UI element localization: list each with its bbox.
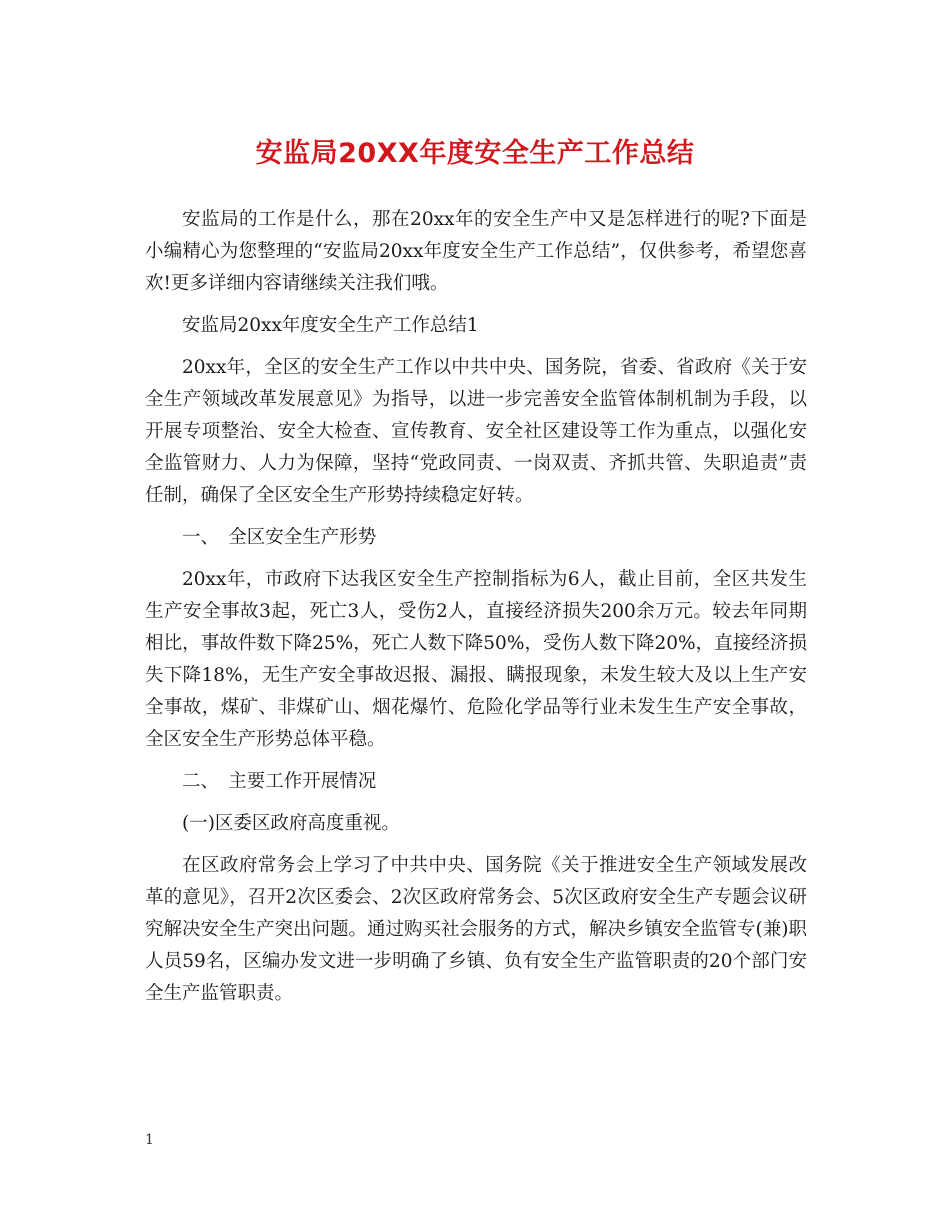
paragraph-situation: 20xx年，市政府下达我区安全生产控制指标为6人，截止目前，全区共发生生产安全事故3起，死亡3人，受伤2人，直接经济损失200余万元。较去年同期相比，事故件数下降25%，死亡人数下降50%，受伤人数下降20%，直接经济损失下降18%，无生产安全事故迟报、漏报、瞒报现象，未发生较大及以上生产安全事故，煤矿、非煤矿山、烟花爆竹、危险化学品等行业未发生生产安全事故，全区安全生产形势总体平稳。 bbox=[145, 569, 807, 750]
document-body bbox=[145, 204, 807, 1020]
section-heading-2: 二、 主要工作开展情况 bbox=[182, 771, 377, 792]
document-title: 安监局20XX年度安全生产工作总结 bbox=[255, 138, 695, 169]
paragraph-subtitle: 安监局20xx年度安全生产工作总结1 bbox=[182, 315, 479, 336]
section-heading-1: 一、 全区安全生产形势 bbox=[182, 527, 377, 548]
page-number: 1 bbox=[145, 1132, 154, 1148]
paragraph-overview: 20xx年，全区的安全生产工作以中共中央、国务院，省委、省政府《关于安全生产领域改革发展意见》为指导，以进一步完善安全监管体制机制为手段，以开展专项整治、安全大检查、宣传教育、安全社区建设等工作为重点，以强化安全监管财力、人力为保障，坚持“党政同责、一岗双责、齐抓共管、失职追责”责任制，确保了全区安全生产形势持续稳定好转。 bbox=[145, 357, 807, 506]
paragraph-intro: 安监局的工作是什么，那在20xx年的安全生产中又是怎样进行的呢?下面是小编精心为您整理的“安监局20xx年度安全生产工作总结”，仅供参考，希望您喜欢!更多详细内容请继续关注我们哦。 bbox=[145, 209, 807, 294]
paragraph-work: 在区政府常务会上学习了中共中央、国务院《关于推进安全生产领域发展改革的意见》，召开2次区委会、2次区政府常务会、5次区政府安全生产专题会议研究解决安全生产突出问题。通过购买社会服务的方式，解决乡镇安全监管专(兼)职人员59名，区编办发文进一步明确了乡镇、负有安全生产监管职责的20个部门安全生产监管职责。 bbox=[145, 855, 807, 1004]
subsection-heading-1: (一)区委区政府高度重视。 bbox=[182, 813, 400, 834]
